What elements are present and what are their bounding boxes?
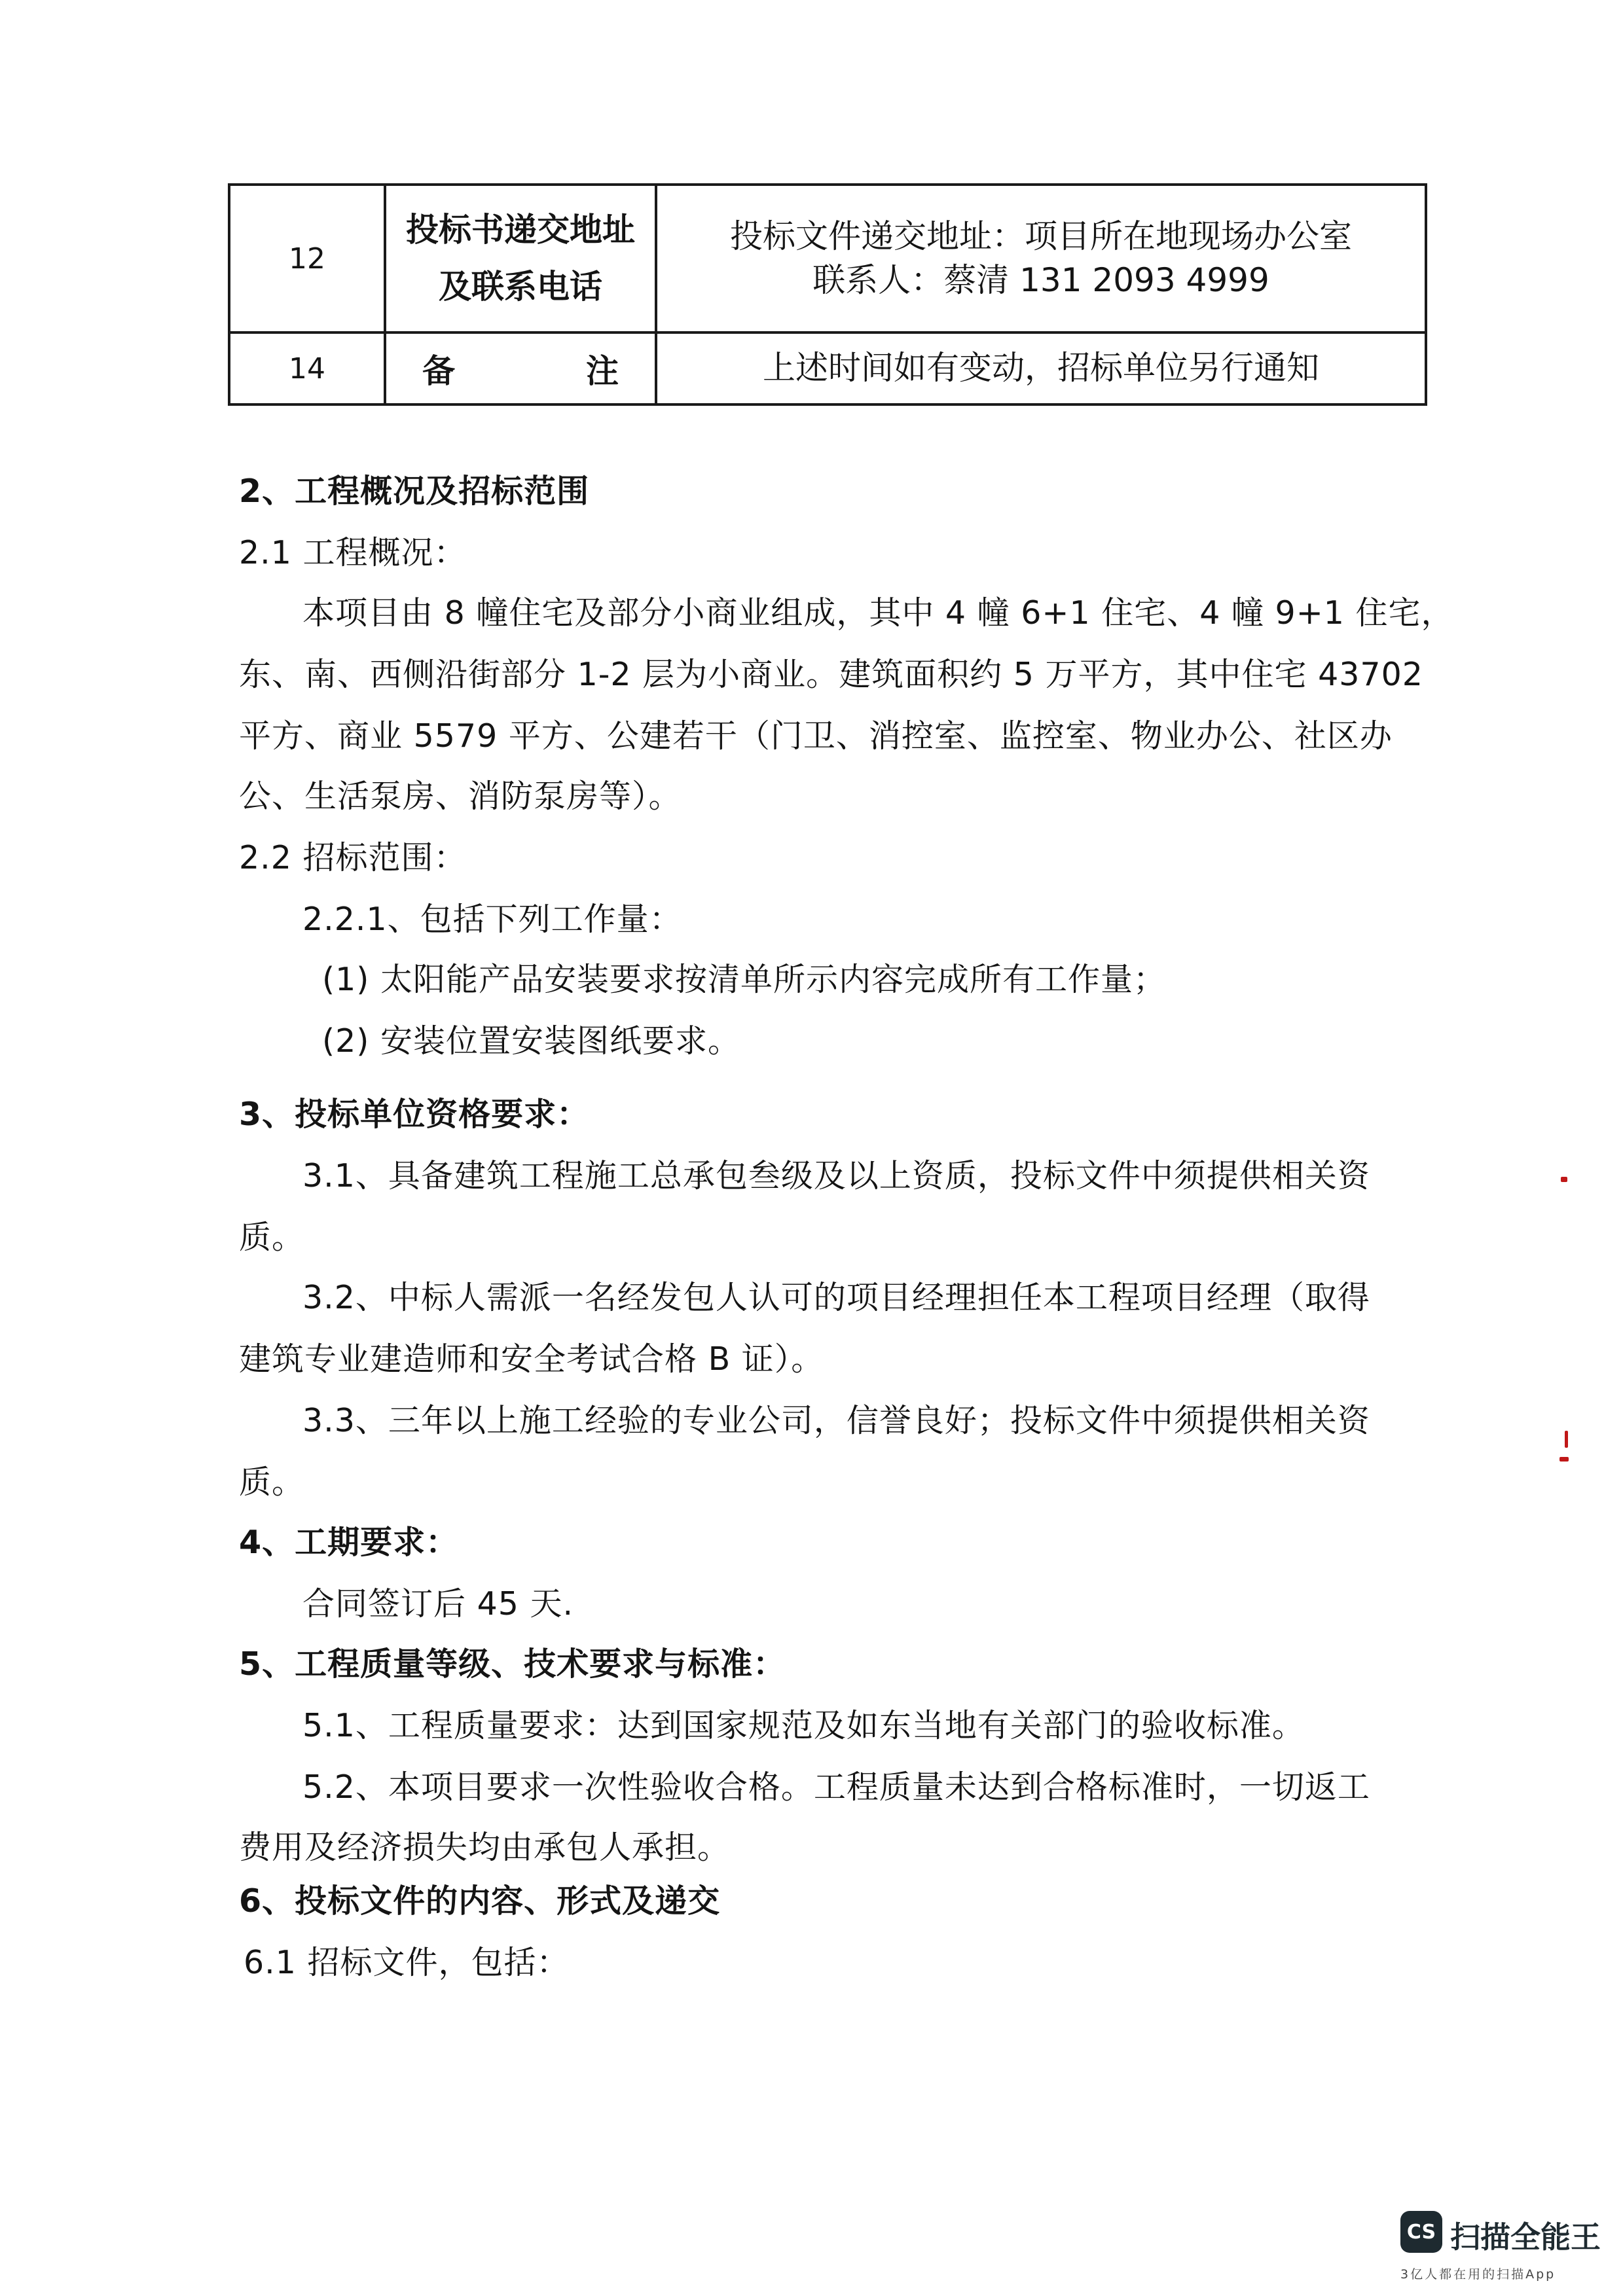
section-2-title: 2、工程概况及招标范围 xyxy=(239,473,590,510)
scanner-watermark xyxy=(1400,2204,1601,2283)
section-2-1-heading: 2.1 工程概况： xyxy=(239,534,467,571)
section-2-2-1-heading: 2.2.1、包括下列工作量： xyxy=(302,901,682,938)
table-row xyxy=(230,186,1425,334)
watermark-title: 扫描全能王 xyxy=(1450,2219,1601,2255)
red-mark xyxy=(1565,1431,1568,1448)
item-label-line2: 及联系电话 xyxy=(439,268,602,306)
camscanner-logo-icon: CS xyxy=(1400,2211,1442,2253)
content-text: 上述时间如有变动，招标单位另行通知 xyxy=(763,349,1319,387)
paragraph-line: 3.1、具备建筑工程施工总承包叁级及以上资质，投标文件中须提供相关资 xyxy=(302,1157,1370,1194)
section-4-title: 4、工期要求： xyxy=(239,1524,459,1561)
paragraph-line: 合同签订后 45 天. xyxy=(302,1585,574,1623)
row-number: 14 xyxy=(289,351,325,386)
paragraph-line: 平方、商业 5579 平方、公建若干（门卫、消控室、监控室、物业办公、社区办 xyxy=(239,717,1393,755)
paragraph-line: 质。 xyxy=(239,1463,305,1501)
info-table xyxy=(228,183,1427,406)
item-label xyxy=(422,345,619,392)
section-6-1-heading: 6.1 招标文件，包括： xyxy=(244,1944,570,1981)
section-6-title: 6、投标文件的内容、形式及递交 xyxy=(239,1882,721,1920)
paragraph-line: 5.2、本项目要求一次性验收合格。工程质量未达到合格标准时，一切返工 xyxy=(302,1768,1370,1806)
item-cell xyxy=(386,334,657,403)
paragraph-line: 本项目由 8 幢住宅及部分小商业组成，其中 4 幢 6+1 住宅、4 幢 9+1 住宅， xyxy=(302,594,1454,632)
item-label xyxy=(406,202,635,316)
row-number-cell xyxy=(230,334,386,403)
paragraph-line: 东、南、西侧沿街部分 1-2 层为小商业。建筑面积约 5 万平方，其中住宅 43702 xyxy=(239,656,1423,693)
watermark-subtitle: 3亿人都在用的扫描App xyxy=(1400,2267,1556,2282)
paragraph-line: 费用及经济损失均由承包人承担。 xyxy=(239,1829,731,1866)
red-mark xyxy=(1559,1457,1569,1462)
row-number: 12 xyxy=(289,242,325,276)
item-label-char2: 注 xyxy=(586,352,619,390)
section-5-title: 5、工程质量等级、技术要求与标准： xyxy=(239,1645,786,1683)
content-cell xyxy=(657,334,1425,403)
row-number-cell xyxy=(230,186,386,331)
item-label-char1: 备 xyxy=(422,352,455,390)
list-item: (1) 太阳能产品安装要求按清单所示内容完成所有工作量； xyxy=(322,961,1166,998)
paragraph-line: 质。 xyxy=(239,1219,305,1256)
red-mark xyxy=(1561,1177,1567,1182)
paragraph-line: 3.2、中标人需派一名经发包人认可的项目经理担任本工程项目经理（取得 xyxy=(302,1279,1370,1316)
table-row xyxy=(230,334,1425,403)
section-3-title: 3、投标单位资格要求： xyxy=(239,1096,590,1133)
content-line2: 联系人：蔡清 131 2093 4999 xyxy=(812,261,1269,299)
content-cell xyxy=(657,186,1425,331)
list-item: (2) 安装位置安装图纸要求。 xyxy=(322,1022,740,1060)
paragraph-line: 3.3、三年以上施工经验的专业公司，信誉良好；投标文件中须提供相关资 xyxy=(302,1402,1370,1439)
item-cell xyxy=(386,186,657,331)
paragraph-line: 5.1、工程质量要求：达到国家规范及如东当地有关部门的验收标准。 xyxy=(302,1707,1305,1744)
item-label-line1: 投标书递交地址 xyxy=(406,210,635,249)
content-text xyxy=(730,215,1352,303)
content-line1: 投标文件递交地址：项目所在地现场办公室 xyxy=(730,217,1352,255)
paragraph-line: 建筑专业建造师和安全考试合格 B 证）。 xyxy=(239,1340,824,1378)
paragraph-line: 公、生活泵房、消防泵房等）。 xyxy=(239,778,682,815)
section-2-2-heading: 2.2 招标范围： xyxy=(239,839,467,876)
